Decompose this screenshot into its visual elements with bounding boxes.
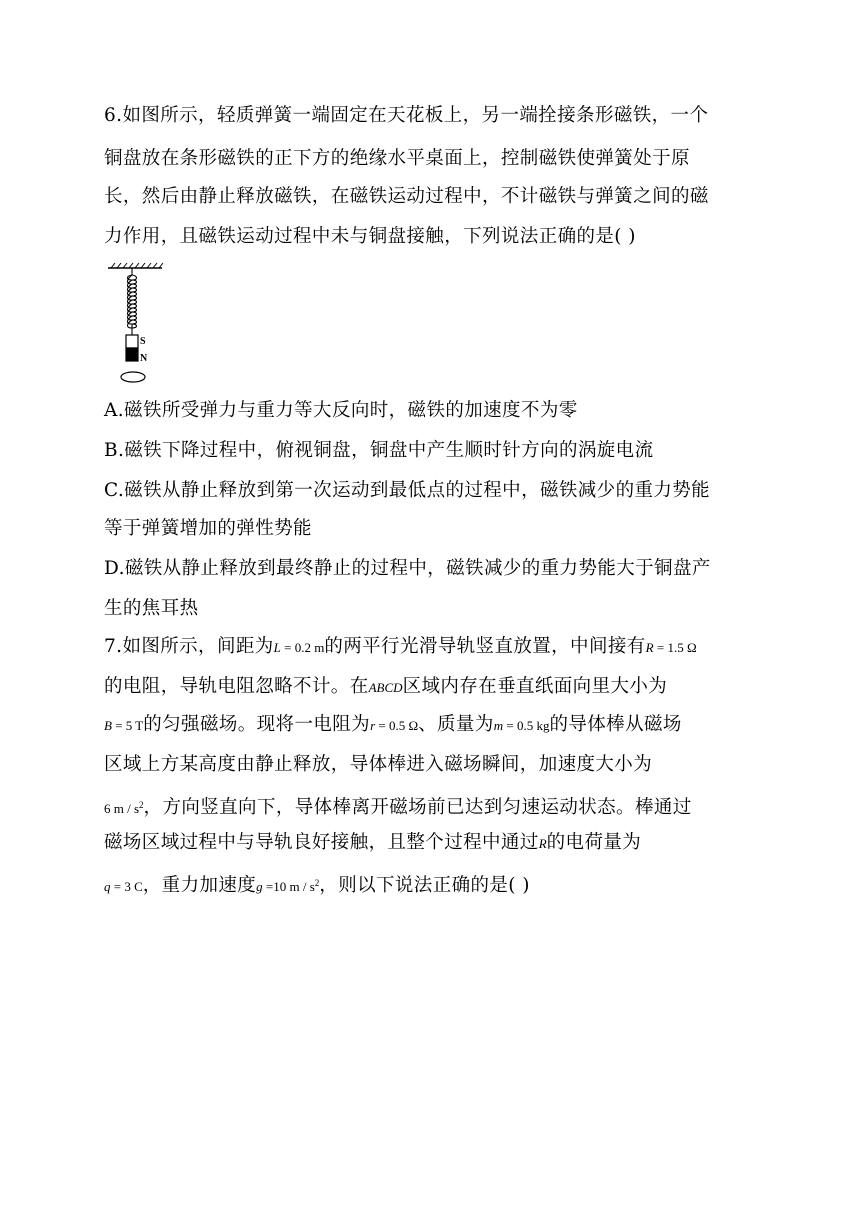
copper-disc xyxy=(121,372,145,382)
q6-option-a: A.磁铁所受弹力与重力等大反向时，磁铁的加速度不为零 xyxy=(104,400,578,421)
spring xyxy=(128,268,137,335)
q6-option-b: B.磁铁下降过程中，俯视铜盘，铜盘中产生顺时针方向的涡旋电流 xyxy=(104,440,654,461)
q6-option-d-line-1: D.磁铁从静止释放到最终静止的过程中，磁铁减少的重力势能大于铜盘产 xyxy=(104,558,711,579)
formula-g xyxy=(256,879,319,894)
formula-a xyxy=(104,801,144,816)
exp-a: 2 xyxy=(139,800,144,810)
q7-text: ，则以下说法正确的是( ) xyxy=(319,875,530,896)
q7-text: ，重力加速度 xyxy=(142,875,257,896)
q6-option-c-line-1: C.磁铁从静止释放到第一次运动到最低点的过程中，磁铁减少的重力势能 xyxy=(104,480,711,501)
formula-q xyxy=(104,879,143,894)
q7-text: 的匀强磁场。现将一电阻为 xyxy=(143,714,371,735)
formula-B xyxy=(104,718,143,733)
pole-s-label: S xyxy=(140,336,146,347)
spring-magnet-figure xyxy=(104,262,174,386)
var-L: L xyxy=(273,640,281,655)
q7-stem-line-2 xyxy=(104,674,667,701)
q7-text: 磁场区域过程中与导轨良好接触，且整个过程中通过 xyxy=(104,832,539,853)
q7-text: 区域内存在垂直纸面向里大小为 xyxy=(402,676,668,697)
var-R2: R xyxy=(538,836,547,851)
magnet-n-half xyxy=(126,348,138,361)
region-ABCD: ABCD xyxy=(368,680,403,695)
q6-stem-line-3: 长，然后由静止释放磁铁，在磁铁运动过程中，不计磁铁与弹簧之间的磁 xyxy=(104,186,709,207)
q7-stem-line-1 xyxy=(104,634,697,661)
q7-text: ，方向竖直向下，导体棒离开磁场前已达到匀速运动状态。棒通过 xyxy=(143,797,692,818)
q6-stem-line-4: 力作用，且磁铁运动过程中未与铜盘接触，下列说法正确的是( ) xyxy=(104,226,636,247)
formula-L xyxy=(274,640,325,655)
q7-text: 的两平行光滑导轨竖直放置，中间接有 xyxy=(324,636,646,657)
var-g: g xyxy=(256,879,263,894)
q7-text: 的电阻，导轨电阻忽略不计。在 xyxy=(104,676,369,697)
q7-text: 、质量为 xyxy=(418,714,494,735)
q7-stem-line-6 xyxy=(104,830,641,857)
q6-stem-line-1: 6.如图所示，轻质弹簧一端固定在天花板上，另一端拴接条形磁铁，一个 xyxy=(104,105,709,126)
formula-R xyxy=(646,640,697,655)
q7-text: 的导体棒从磁场 xyxy=(549,714,682,735)
value-m: = 0.5 kg xyxy=(503,718,550,733)
value-L: = 0.2 m xyxy=(280,640,325,655)
formula-r xyxy=(370,718,418,733)
var-q: q xyxy=(104,879,111,894)
exp-g: 2 xyxy=(314,878,320,888)
formula-R2 xyxy=(539,836,547,851)
pole-n-label: N xyxy=(140,353,148,364)
value-q: = 3 C xyxy=(110,879,143,894)
value-B: = 5 T xyxy=(111,718,144,733)
spring-magnet-diagram xyxy=(104,262,174,386)
value-a: 6 m / s xyxy=(104,801,140,816)
magnet-s-half xyxy=(126,335,138,348)
value-R: = 1.5 Ω xyxy=(653,640,697,655)
var-R: R xyxy=(645,640,654,655)
value-r: = 0.5 Ω xyxy=(375,718,419,733)
var-m: m xyxy=(493,718,504,733)
q7-text: 7.如图所示，间距为 xyxy=(104,636,274,657)
q7-stem-line-5 xyxy=(104,792,692,822)
q6-option-c-line-2: 等于弹簧增加的弹性势能 xyxy=(104,518,312,539)
q7-stem-line-4: 区域上方某高度由静止释放，导体棒进入磁场瞬间，加速度大小为 xyxy=(104,754,653,775)
formula-region xyxy=(369,680,403,695)
value-g: =10 m / s xyxy=(262,879,315,894)
q7-text: 的电荷量为 xyxy=(546,832,642,853)
q7-stem-line-3 xyxy=(104,712,682,739)
formula-m xyxy=(494,718,550,733)
var-r: r xyxy=(370,718,376,733)
q7-stem-line-7 xyxy=(104,870,530,900)
q6-option-d-line-2: 生的焦耳热 xyxy=(104,598,199,619)
q6-stem-line-2: 铜盘放在条形磁铁的正下方的绝缘水平桌面上，控制磁铁使弹簧处于原 xyxy=(104,148,690,169)
var-B: B xyxy=(104,718,112,733)
